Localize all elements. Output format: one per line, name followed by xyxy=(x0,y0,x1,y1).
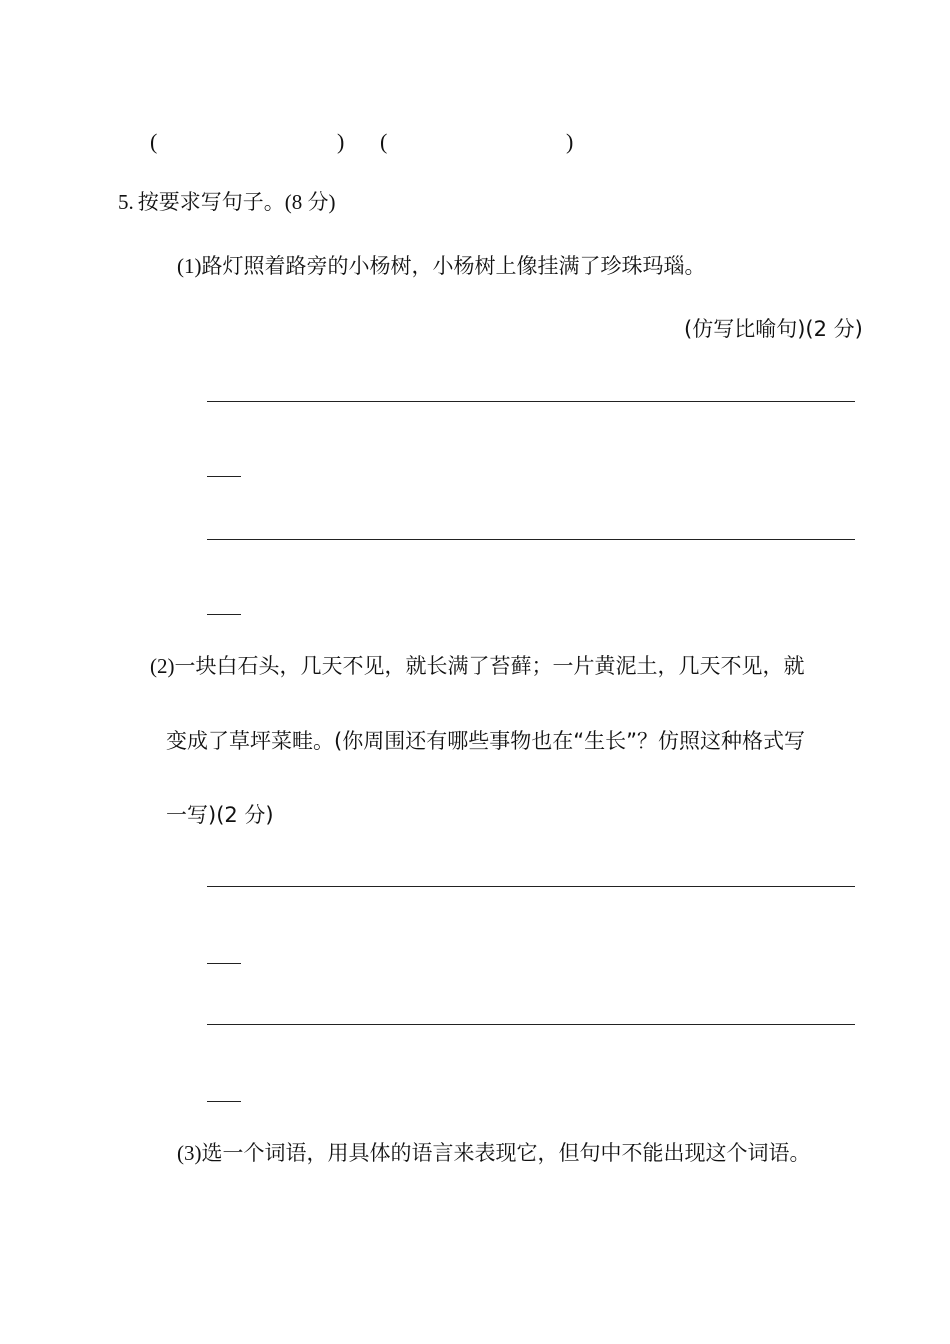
sub1-label: (1) xyxy=(177,254,202,278)
answer-line-tail xyxy=(207,1101,241,1102)
blank2-close-paren: ) xyxy=(566,129,574,154)
sub2-text-line1: 一块白石头，几天不见，就长满了苔藓；一片黄泥土，几天不见，就 xyxy=(174,654,805,678)
sub2-label: (2) xyxy=(150,654,175,678)
sub3-prompt xyxy=(177,1143,811,1164)
sub1-instruction: (仿写比喻句)(2 分) xyxy=(684,317,863,341)
question5-score: (8 分) xyxy=(284,190,336,214)
answer-line-tail xyxy=(207,614,241,615)
answer-line-tail xyxy=(207,476,241,477)
question5-number: 5. xyxy=(118,190,134,214)
sub2-line3: 一写)(2 分) xyxy=(166,803,274,827)
blank1-open-paren: ( xyxy=(150,129,158,154)
answer-line[interactable] xyxy=(207,539,855,540)
sub2-line1 xyxy=(150,656,805,677)
sub3-text: 选一个词语，用具体的语言来表现它，但句中不能出现这个词语。 xyxy=(201,1141,811,1165)
sub2-line2: 变成了草坪菜畦。(你周围还有哪些事物也在“生长”？仿照这种格式写 xyxy=(166,729,805,753)
blank1-close-paren: ) xyxy=(337,129,345,154)
answer-line[interactable] xyxy=(207,886,855,887)
question5-heading xyxy=(118,192,336,213)
sub1-prompt xyxy=(177,256,706,277)
answer-line[interactable] xyxy=(207,1024,855,1025)
answer-line-tail xyxy=(207,963,241,964)
answer-line[interactable] xyxy=(207,401,855,402)
sub3-label: (3) xyxy=(177,1141,202,1165)
blank2-open-paren: ( xyxy=(380,129,388,154)
question5-title: 按要求写句子。 xyxy=(137,190,285,214)
sub1-text: 路灯照着路旁的小杨树，小杨树上像挂满了珍珠玛瑙。 xyxy=(201,254,706,278)
